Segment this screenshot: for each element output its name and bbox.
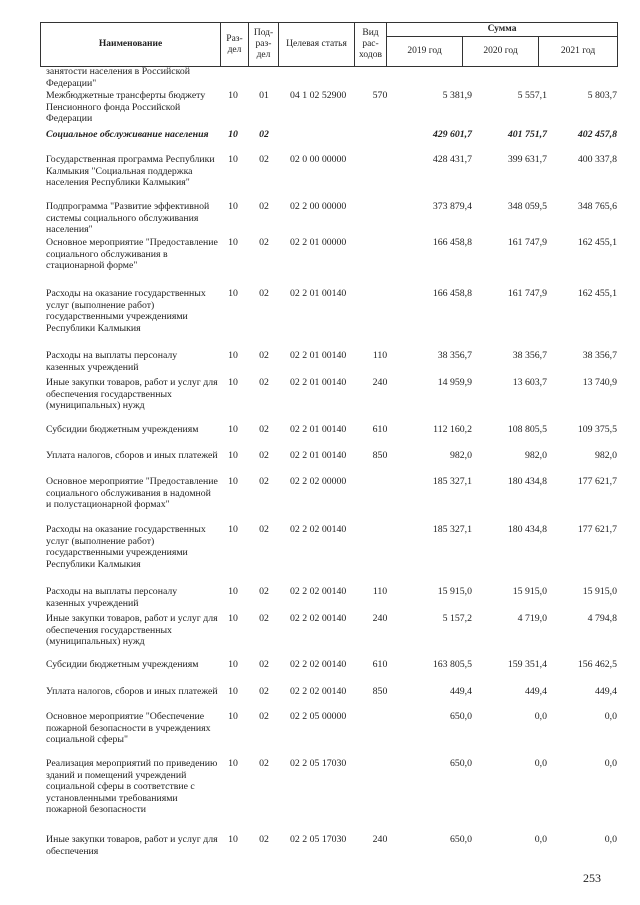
- row-tselevaya: 02 0 00 00000: [290, 154, 347, 165]
- row-sum-2021: 0,0: [604, 711, 617, 722]
- row-sum-2020: 108 805,5: [507, 424, 547, 435]
- row-vid: 240: [372, 613, 388, 624]
- row-vid: 110: [372, 586, 388, 597]
- row-vid: 110: [372, 350, 388, 361]
- row-podrazdel: 02: [259, 834, 269, 845]
- row-podrazdel: 02: [259, 659, 269, 670]
- row-sum-2020: 15 915,0: [512, 586, 547, 597]
- row-podrazdel: 02: [259, 613, 269, 624]
- row-vid: 240: [372, 834, 388, 845]
- row-razdel: 10: [228, 288, 238, 299]
- row-podrazdel: 02: [259, 686, 269, 697]
- row-sum-2019: 982,0: [449, 450, 472, 461]
- row-tselevaya: 04 1 02 52900: [290, 90, 347, 101]
- row-podrazdel: 01: [259, 90, 269, 101]
- row-name: Межбюджетные трансферты бюджету Пенсионного фонда Российской Федерации: [46, 90, 206, 125]
- row-sum-2019: 449,4: [449, 686, 472, 697]
- row-sum-2021: 0,0: [604, 758, 617, 769]
- row-name: занятости населения в Российской Федерации": [46, 66, 191, 89]
- row-sum-2019: 650,0: [449, 758, 472, 769]
- row-podrazdel: 02: [259, 711, 269, 722]
- row-sum-2020: 401 751,7: [507, 129, 547, 140]
- row-sum-2020: 449,4: [524, 686, 547, 697]
- table-header: [40, 22, 618, 67]
- row-tselevaya: 02 2 01 00140: [290, 288, 347, 299]
- row-vid: 850: [372, 686, 388, 697]
- row-sum-2020: 180 434,8: [507, 524, 547, 535]
- row-sum-2020: 13 603,7: [512, 377, 547, 388]
- row-sum-2021: 982,0: [594, 450, 617, 461]
- row-sum-2020: 0,0: [534, 834, 547, 845]
- row-tselevaya: 02 2 02 00140: [290, 613, 347, 624]
- row-razdel: 10: [228, 237, 238, 248]
- row-podrazdel: 02: [259, 154, 269, 165]
- row-sum-2020: 180 434,8: [507, 476, 547, 487]
- row-sum-2021: 156 462,5: [577, 659, 617, 670]
- row-vid: 610: [372, 424, 388, 435]
- row-sum-2019: 38 356,7: [437, 350, 472, 361]
- row-razdel: 10: [228, 377, 238, 388]
- row-podrazdel: 02: [259, 237, 269, 248]
- row-tselevaya: 02 2 01 00140: [290, 350, 347, 361]
- row-sum-2019: 166 458,8: [432, 288, 472, 299]
- row-podrazdel: 02: [259, 586, 269, 597]
- row-sum-2021: 177 621,7: [577, 476, 617, 487]
- row-podrazdel: 02: [259, 758, 269, 769]
- row-sum-2019: 373 879,4: [432, 201, 472, 212]
- row-name: Уплата налогов, сборов и иных платежей: [46, 686, 218, 697]
- row-sum-2020: 4 719,0: [517, 613, 547, 624]
- row-razdel: 10: [228, 834, 238, 845]
- row-name: Государственная программа Республики Калмыкия "Социальная поддержка населения Республики Калмыкия": [46, 154, 215, 189]
- header-summa: Сумма: [387, 23, 618, 37]
- row-sum-2021: 13 740,9: [582, 377, 617, 388]
- row-name: Иные закупки товаров, работ и услуг для обеспечения государственных (муниципальных) нужд: [46, 613, 218, 648]
- row-sum-2021: 449,4: [594, 686, 617, 697]
- row-podrazdel: 02: [259, 201, 269, 212]
- header-tselevaya: Целевая статья: [279, 23, 355, 67]
- row-name: Иные закупки товаров, работ и услуг для обеспечения: [46, 834, 218, 857]
- row-sum-2019: 185 327,1: [432, 476, 472, 487]
- row-sum-2020: 38 356,7: [512, 350, 547, 361]
- row-vid: 570: [372, 90, 388, 101]
- row-razdel: 10: [228, 450, 238, 461]
- row-tselevaya: 02 2 02 00000: [290, 476, 347, 487]
- row-sum-2021: 162 455,1: [577, 288, 617, 299]
- row-name: Расходы на выплаты персоналу казенных учреждений: [46, 586, 178, 609]
- row-podrazdel: 02: [259, 450, 269, 461]
- row-sum-2021: 0,0: [604, 834, 617, 845]
- row-name: Подпрограмма "Развитие эффективной системы социального обслуживания населения": [46, 201, 210, 236]
- row-sum-2019: 429 601,7: [432, 129, 472, 140]
- row-vid: 240: [372, 377, 388, 388]
- row-sum-2019: 650,0: [449, 834, 472, 845]
- row-tselevaya: 02 2 02 00140: [290, 586, 347, 597]
- row-razdel: 10: [228, 129, 238, 140]
- row-sum-2019: 15 915,0: [437, 586, 472, 597]
- row-sum-2021: 348 765,6: [577, 201, 617, 212]
- row-sum-2020: 161 747,9: [507, 237, 547, 248]
- row-sum-2019: 163 805,5: [432, 659, 472, 670]
- row-name: Реализация мероприятий по приведению зданий и помещений учреждений социальной сферы в соответствие с установленными требованиями пожарной безопасности: [46, 758, 218, 816]
- row-tselevaya: 02 2 02 00140: [290, 659, 347, 670]
- row-sum-2021: 109 375,5: [577, 424, 617, 435]
- row-vid: 850: [372, 450, 388, 461]
- row-razdel: 10: [228, 586, 238, 597]
- row-razdel: 10: [228, 613, 238, 624]
- row-razdel: 10: [228, 686, 238, 697]
- row-podrazdel: 02: [259, 350, 269, 361]
- row-razdel: 10: [228, 711, 238, 722]
- row-name: Расходы на выплаты персоналу казенных учреждений: [46, 350, 178, 373]
- header-2021: 2021 год: [539, 37, 618, 67]
- row-sum-2021: 400 337,8: [577, 154, 617, 165]
- row-sum-2021: 162 455,1: [577, 237, 617, 248]
- row-podrazdel: 02: [259, 288, 269, 299]
- row-sum-2020: 399 631,7: [507, 154, 547, 165]
- row-tselevaya: 02 2 05 00000: [290, 711, 347, 722]
- row-sum-2020: 348 059,5: [507, 201, 547, 212]
- row-sum-2021: 4 794,8: [587, 613, 617, 624]
- row-tselevaya: 02 2 01 00140: [290, 424, 347, 435]
- row-sum-2021: 38 356,7: [582, 350, 617, 361]
- row-sum-2021: 5 803,7: [587, 90, 617, 101]
- row-razdel: 10: [228, 201, 238, 212]
- row-name: Субсидии бюджетным учреждениям: [46, 659, 199, 670]
- row-sum-2019: 5 381,9: [442, 90, 472, 101]
- header-name: Наименование: [41, 23, 221, 67]
- row-sum-2021: 402 457,8: [577, 129, 617, 140]
- row-podrazdel: 02: [259, 476, 269, 487]
- row-razdel: 10: [228, 154, 238, 165]
- row-razdel: 10: [228, 524, 238, 535]
- row-sum-2019: 14 959,9: [437, 377, 472, 388]
- row-podrazdel: 02: [259, 129, 269, 140]
- row-vid: 610: [372, 659, 388, 670]
- row-sum-2020: 5 557,1: [517, 90, 547, 101]
- row-sum-2020: 0,0: [534, 711, 547, 722]
- header-2019: 2019 год: [387, 37, 463, 67]
- row-sum-2020: 159 351,4: [507, 659, 547, 670]
- row-tselevaya: 02 2 01 00140: [290, 450, 347, 461]
- row-name: Уплата налогов, сборов и иных платежей: [46, 450, 218, 461]
- row-sum-2020: 0,0: [534, 758, 547, 769]
- row-name: Иные закупки товаров, работ и услуг для обеспечения государственных (муниципальных) нужд: [46, 377, 218, 412]
- row-tselevaya: 02 2 02 00140: [290, 686, 347, 697]
- row-sum-2021: 15 915,0: [582, 586, 617, 597]
- page-number: 253: [583, 871, 601, 885]
- row-sum-2020: 982,0: [524, 450, 547, 461]
- row-name: Основное мероприятие "Предоставление социального обслуживания в стационарной форме": [46, 237, 218, 272]
- row-name: Основное мероприятие "Предоставление социального обслуживания в надомной и полустационарной формах": [46, 476, 218, 511]
- row-sum-2019: 112 160,2: [433, 424, 472, 435]
- row-tselevaya: 02 2 00 00000: [290, 201, 347, 212]
- header-podrazdel: Под- раз- дел: [249, 23, 279, 67]
- row-razdel: 10: [228, 424, 238, 435]
- row-sum-2020: 161 747,9: [507, 288, 547, 299]
- row-razdel: 10: [228, 659, 238, 670]
- row-razdel: 10: [228, 350, 238, 361]
- header-razdel: Раз- дел: [221, 23, 249, 67]
- row-sum-2019: 185 327,1: [432, 524, 472, 535]
- row-sum-2021: 177 621,7: [577, 524, 617, 535]
- header-vid: Вид рас- ходов: [355, 23, 387, 67]
- row-sum-2019: 166 458,8: [432, 237, 472, 248]
- row-podrazdel: 02: [259, 424, 269, 435]
- row-name: Субсидии бюджетным учреждениям: [46, 424, 199, 435]
- row-sum-2019: 650,0: [449, 711, 472, 722]
- row-razdel: 10: [228, 476, 238, 487]
- row-name: Расходы на оказание государственных услуг (выполнение работ) государственными учреждениями Республики Калмыкия: [46, 288, 206, 334]
- row-tselevaya: 02 2 01 00140: [290, 377, 347, 388]
- row-sum-2019: 428 431,7: [432, 154, 472, 165]
- row-podrazdel: 02: [259, 524, 269, 535]
- row-tselevaya: 02 2 01 00000: [290, 237, 347, 248]
- row-razdel: 10: [228, 90, 238, 101]
- row-name: Расходы на оказание государственных услуг (выполнение работ) государственными учреждениями Республики Калмыкия: [46, 524, 206, 570]
- row-razdel: 10: [228, 758, 238, 769]
- row-tselevaya: 02 2 05 17030: [290, 758, 347, 769]
- row-podrazdel: 02: [259, 377, 269, 388]
- header-2020: 2020 год: [463, 37, 539, 67]
- row-name: Основное мероприятие "Обеспечение пожарной безопасности в учреждениях социальной сферы": [46, 711, 211, 746]
- row-sum-2019: 5 157,2: [442, 613, 472, 624]
- row-tselevaya: 02 2 05 17030: [290, 834, 347, 845]
- row-tselevaya: 02 2 02 00140: [290, 524, 347, 535]
- row-name: Социальное обслуживание населения: [46, 129, 209, 140]
